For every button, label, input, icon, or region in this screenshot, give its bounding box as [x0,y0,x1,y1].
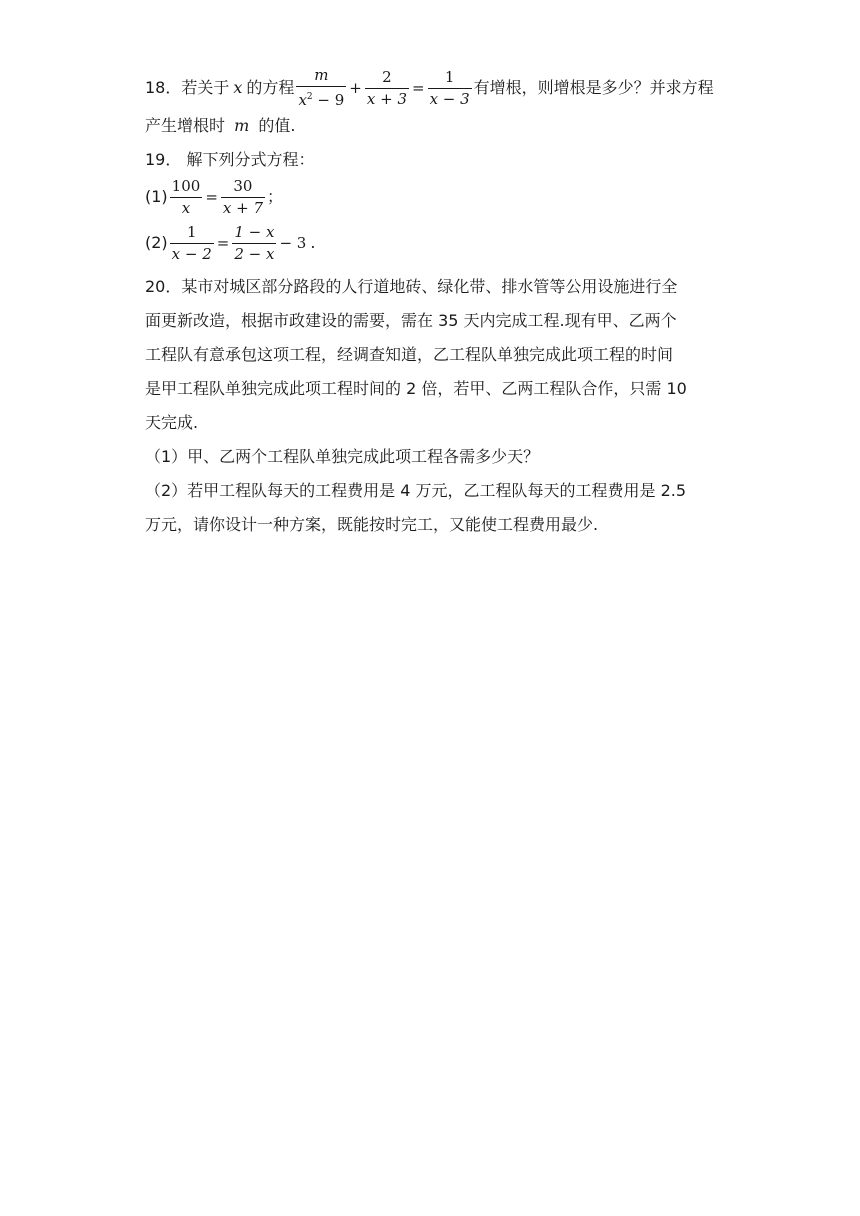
q19-title: 解下列分式方程： [186,150,315,169]
q18-var-x: x [233,78,243,97]
q18-plus: + [349,79,362,97]
question-18 [145,62,719,140]
q20-subquestion-1: （1）甲、乙两个工程队单独完成此项工程各需多少天？ [145,447,540,466]
q18-frac1-numerator: m [314,66,329,84]
q18-frac3-denominator: x − 3 [429,89,470,108]
q19-part2-rhs-denominator: 2 − x [234,244,275,263]
q19-part1-label: (1) [145,187,168,206]
q18-frac1-denominator [296,87,346,109]
q19-part1-lhs-denominator: x [181,198,191,217]
q20-line-2: 面更新改造，根据市政建设的需要，需在 35 天内完成工程.现有甲、乙两个 [145,311,677,330]
q19-part2-end: . [310,233,316,252]
q18-line2-before: 产生增根时 [145,116,226,135]
q18-text-before: 若关于 [181,78,230,97]
q18-fraction-3 [428,69,472,108]
q18-frac2-numerator: 2 [382,67,392,86]
q20-line-3: 工程队有意承包这项工程，经调查知道，乙工程队单独完成此项工程的时间 [145,345,674,364]
q19-part2-rhs [232,224,276,263]
q18-frac2-denominator: x + 3 [366,89,407,108]
q20-line-1 [145,270,719,304]
q19-part2-tail: − 3 [279,234,307,252]
q18-frac3-numerator: 1 [444,67,455,86]
q19-title-line [145,150,719,174]
q19-part2-label: (2) [145,233,168,252]
question-20 [145,270,719,542]
q18-frac1-den-base: x [298,91,307,109]
q19-part1-lhs-numerator: 100 [171,176,201,195]
q19-number: 19． [145,150,182,169]
q19-part1-equals: = [205,188,218,206]
q19-part-2 [145,220,719,266]
question-19 [145,150,719,266]
q18-var-m: m [234,116,250,135]
q19-part2-lhs-numerator: 1 [186,222,197,241]
q19-part2-lhs-denominator: x − 2 [171,244,212,263]
q18-fraction-1 [296,67,346,109]
q18-number: 18． [145,78,182,97]
q20-subquestion-2-line-2: 万元，请你设计一种方案，既能按时完工，又能使工程费用最少. [145,515,599,534]
q18-fraction-2 [365,69,409,108]
q19-part1-rhs [221,178,265,217]
q19-part1-rhs-numerator: 30 [233,176,253,195]
q20-subquestion-2-line-1: （2）若甲工程队每天的工程费用是 4 万元，乙工程队每天的工程费用是 2.5 [145,481,687,500]
q20-line-5: 天完成. [145,413,199,432]
q18-frac1-den-rest: − 9 [312,91,345,109]
q19-part2-rhs-numerator: 1 − x [234,222,275,241]
q18-line-1 [145,62,719,114]
q18-frac1-den-exp: 2 [306,92,313,102]
q19-part2-equals: = [216,234,230,252]
q18-text-after: 有增根，则增根是多少？并求方程 [473,78,714,97]
q19-part2-lhs [170,224,214,263]
q20-line-4: 是甲工程队单独完成此项工程时间的 2 倍，若甲、乙两工程队合作，只需 10 [145,379,687,398]
q18-line-2 [145,116,719,140]
problem-content [145,62,719,542]
q18-line2-after: 的值. [258,116,296,135]
q19-part1-rhs-denominator: x + 7 [222,198,263,217]
q19-part-1 [145,174,719,220]
q19-part1-lhs [170,178,203,217]
q19-part1-end: ； [267,187,284,206]
q18-text-mid: 的方程 [246,78,295,97]
q18-equals: = [411,79,425,97]
q20-text-line: 某市对城区部分路段的人行道地砖、绿化带、排水管等公用设施进行全 [181,277,678,296]
q20-number: 20． [145,277,182,296]
